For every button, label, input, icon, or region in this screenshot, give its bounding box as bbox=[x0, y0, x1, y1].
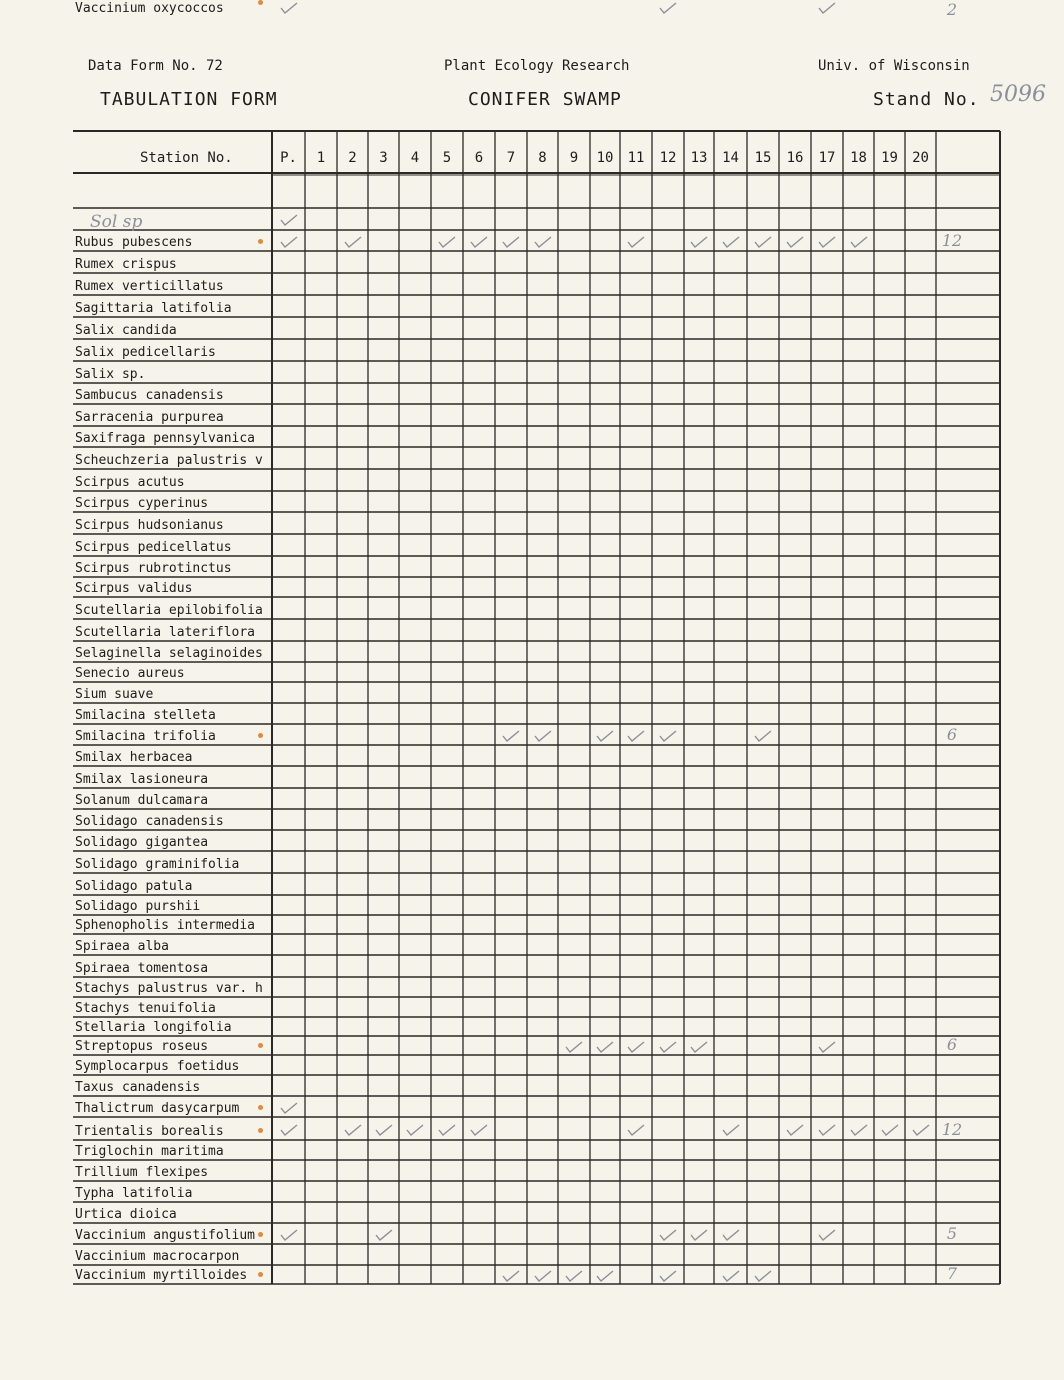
species-name: Trientalis borealis bbox=[75, 1124, 224, 1139]
species-name: Sambucus canadensis bbox=[75, 388, 224, 403]
species-name: Streptopus roseus bbox=[75, 1039, 209, 1054]
species-name: Solidago patula bbox=[75, 879, 193, 894]
column-header: 14 bbox=[722, 150, 739, 166]
species-name: Sarracenia purpurea bbox=[75, 410, 224, 425]
species-name: Sphenopholis intermedia bbox=[75, 918, 256, 933]
species-name: Triglochin maritima bbox=[75, 1144, 224, 1159]
column-header: 5 bbox=[442, 150, 452, 166]
species-name: Solidago canadensis bbox=[75, 814, 224, 829]
form-title: TABULATION FORM bbox=[100, 89, 278, 110]
check-mark-icon bbox=[596, 1268, 614, 1282]
check-mark-icon bbox=[565, 1268, 583, 1282]
species-name: Solidago graminifolia bbox=[75, 857, 240, 872]
check-mark-icon bbox=[818, 1122, 836, 1136]
check-mark-icon bbox=[596, 1039, 614, 1053]
species-name: Selaginella selaginoides bbox=[75, 646, 263, 661]
check-mark-icon bbox=[565, 1039, 583, 1053]
column-header: 8 bbox=[538, 150, 547, 166]
column-header: 10 bbox=[596, 150, 614, 166]
species-name: Stachys tenuifolia bbox=[75, 1001, 216, 1016]
check-mark-icon bbox=[881, 1122, 899, 1136]
form-number: Data Form No. 72 bbox=[88, 58, 223, 74]
species-name: Rubus pubescens bbox=[75, 235, 193, 250]
species-name: Solidago purshii bbox=[75, 899, 201, 914]
station-number-header: Station No. bbox=[140, 150, 233, 166]
column-header: 3 bbox=[379, 150, 388, 166]
check-mark-icon bbox=[280, 212, 298, 226]
species-name: Solidago gigantea bbox=[75, 835, 209, 850]
species-name: Vaccinium angustifolium bbox=[75, 1228, 256, 1243]
species-name: Scirpus validus bbox=[75, 581, 193, 596]
crayon-mark bbox=[258, 1128, 263, 1133]
check-mark-icon bbox=[786, 234, 804, 248]
check-mark-icon bbox=[912, 1122, 930, 1136]
column-header: 9 bbox=[569, 150, 579, 166]
check-mark-icon bbox=[502, 728, 520, 742]
check-mark-icon bbox=[659, 1227, 677, 1241]
check-mark-icon bbox=[754, 1268, 772, 1282]
check-mark-icon bbox=[470, 1122, 488, 1136]
check-mark-icon bbox=[438, 1122, 456, 1136]
check-mark-icon bbox=[818, 1039, 836, 1053]
species-name: Spiraea tomentosa bbox=[75, 961, 209, 976]
check-mark-icon bbox=[659, 1268, 677, 1282]
check-mark-icon bbox=[627, 1122, 645, 1136]
row-total: 7 bbox=[946, 1264, 958, 1283]
species-name: Smilax herbacea bbox=[75, 750, 193, 765]
species-name: Smilacina stelleta bbox=[75, 708, 216, 723]
species-name: Trillium flexipes bbox=[75, 1165, 209, 1180]
species-name: Symplocarpus foetidus bbox=[75, 1059, 240, 1074]
check-mark-icon bbox=[534, 1268, 552, 1282]
row-total: 6 bbox=[946, 1035, 958, 1054]
species-name: Salix pedicellaris bbox=[75, 345, 216, 360]
species-name: Scirpus pedicellatus bbox=[75, 540, 232, 555]
check-mark-icon bbox=[818, 0, 836, 14]
species-name: Spiraea alba bbox=[75, 939, 169, 954]
species-name: Scirpus hudsonianus bbox=[75, 518, 224, 533]
column-header: 20 bbox=[912, 150, 929, 166]
check-mark-icon bbox=[375, 1227, 393, 1241]
column-header: 6 bbox=[474, 150, 484, 166]
column-header: 1 bbox=[316, 150, 326, 166]
crayon-mark bbox=[258, 733, 263, 738]
check-mark-icon bbox=[690, 234, 708, 248]
species-name: Stachys palustrus var. h bbox=[75, 981, 263, 996]
crayon-mark bbox=[258, 1043, 263, 1048]
check-mark-icon bbox=[375, 1122, 393, 1136]
species-name: Urtica dioica bbox=[75, 1207, 177, 1222]
species-name: Rumex crispus bbox=[75, 257, 177, 272]
check-mark-icon bbox=[659, 1039, 677, 1053]
column-header: 12 bbox=[659, 150, 677, 166]
check-mark-icon bbox=[280, 0, 298, 14]
check-mark-icon bbox=[438, 234, 456, 248]
column-header: 4 bbox=[410, 150, 420, 166]
species-name: Sium suave bbox=[75, 687, 154, 702]
species-name: Stellaria longifolia bbox=[75, 1020, 232, 1035]
check-mark-icon bbox=[659, 0, 677, 14]
check-mark-icon bbox=[280, 1100, 298, 1114]
species-name: Vaccinium myrtilloides bbox=[75, 1268, 248, 1283]
check-mark-icon bbox=[818, 234, 836, 248]
column-header: 11 bbox=[627, 150, 645, 166]
species-name: Scutellaria lateriflora bbox=[75, 625, 256, 640]
organization: Plant Ecology Research bbox=[444, 58, 630, 74]
check-mark-icon bbox=[627, 234, 645, 248]
species-name: Rumex verticillatus bbox=[75, 279, 224, 294]
column-header bbox=[936, 148, 1000, 168]
check-mark-icon bbox=[690, 1227, 708, 1241]
crayon-mark bbox=[258, 1232, 263, 1237]
check-mark-icon bbox=[627, 728, 645, 742]
column-header: 15 bbox=[754, 150, 772, 166]
column-header: 18 bbox=[850, 150, 867, 166]
species-name: Saxifraga pennsylvanica bbox=[75, 431, 256, 446]
university: Univ. of Wisconsin bbox=[818, 58, 970, 74]
check-mark-icon bbox=[850, 1122, 868, 1136]
row-total: 2 bbox=[946, 0, 958, 19]
species-name: Vaccinium macrocarpon bbox=[75, 1249, 240, 1264]
crayon-mark bbox=[258, 0, 263, 5]
row-total: 12 bbox=[941, 1120, 963, 1139]
stand-label: Stand No. bbox=[873, 89, 980, 110]
check-mark-icon bbox=[344, 1122, 362, 1136]
species-name: Smilax lasioneura bbox=[75, 772, 209, 787]
column-header: 16 bbox=[786, 150, 804, 166]
species-name: Sagittaria latifolia bbox=[75, 301, 232, 316]
check-mark-icon bbox=[754, 728, 772, 742]
check-mark-icon bbox=[754, 234, 772, 248]
row-total: 6 bbox=[946, 725, 958, 744]
crayon-mark bbox=[258, 1272, 263, 1277]
check-mark-icon bbox=[596, 728, 614, 742]
species-name: Scirpus acutus bbox=[75, 475, 185, 490]
check-mark-icon bbox=[627, 1039, 645, 1053]
check-mark-icon bbox=[722, 1268, 740, 1282]
check-mark-icon bbox=[502, 234, 520, 248]
check-mark-icon bbox=[850, 234, 868, 248]
species-name: Smilacina trifolia bbox=[75, 729, 216, 744]
column-header: 13 bbox=[690, 150, 708, 166]
check-mark-icon bbox=[280, 1227, 298, 1241]
check-mark-icon bbox=[818, 1227, 836, 1241]
species-name: Scirpus cyperinus bbox=[75, 496, 209, 511]
check-mark-icon bbox=[659, 728, 677, 742]
check-mark-icon bbox=[280, 1122, 298, 1136]
crayon-mark bbox=[258, 239, 263, 244]
species-name: Senecio aureus bbox=[75, 666, 185, 681]
species-name: Typha latifolia bbox=[75, 1186, 193, 1201]
check-mark-icon bbox=[470, 234, 488, 248]
species-name: Scutellaria epilobifolia bbox=[75, 603, 263, 618]
species-name: Thalictrum dasycarpum bbox=[75, 1101, 240, 1116]
check-mark-icon bbox=[280, 234, 298, 248]
column-header: 17 bbox=[818, 150, 836, 166]
species-name: Taxus canadensis bbox=[75, 1080, 201, 1095]
species-name: Scheuchzeria palustris v bbox=[75, 453, 263, 468]
check-mark-icon bbox=[534, 728, 552, 742]
species-name: Solanum dulcamara bbox=[75, 793, 209, 808]
check-mark-icon bbox=[502, 1268, 520, 1282]
species-name: Salix candida bbox=[75, 323, 177, 338]
stand-number-handwritten: 5096 bbox=[990, 82, 1046, 107]
column-header: 19 bbox=[881, 150, 898, 166]
species-name: Salix sp. bbox=[75, 367, 146, 382]
check-mark-icon bbox=[690, 1039, 708, 1053]
check-mark-icon bbox=[406, 1122, 424, 1136]
crayon-mark bbox=[258, 1105, 263, 1110]
row-total: 5 bbox=[946, 1224, 958, 1243]
check-mark-icon bbox=[344, 234, 362, 248]
check-mark-icon bbox=[722, 1227, 740, 1241]
community-title: CONIFER SWAMP bbox=[468, 89, 622, 110]
column-header: 2 bbox=[348, 150, 357, 166]
check-mark-icon bbox=[722, 1122, 740, 1136]
check-mark-icon bbox=[786, 1122, 804, 1136]
check-mark-icon bbox=[722, 234, 740, 248]
species-name: Vaccinium oxycoccos bbox=[75, 1, 224, 16]
species-name: Sol sp bbox=[90, 213, 143, 231]
column-header: P. bbox=[280, 150, 297, 166]
species-name: Scirpus rubrotinctus bbox=[75, 561, 232, 576]
row-total: 12 bbox=[941, 231, 963, 250]
column-header: 7 bbox=[506, 150, 516, 166]
check-mark-icon bbox=[534, 234, 552, 248]
